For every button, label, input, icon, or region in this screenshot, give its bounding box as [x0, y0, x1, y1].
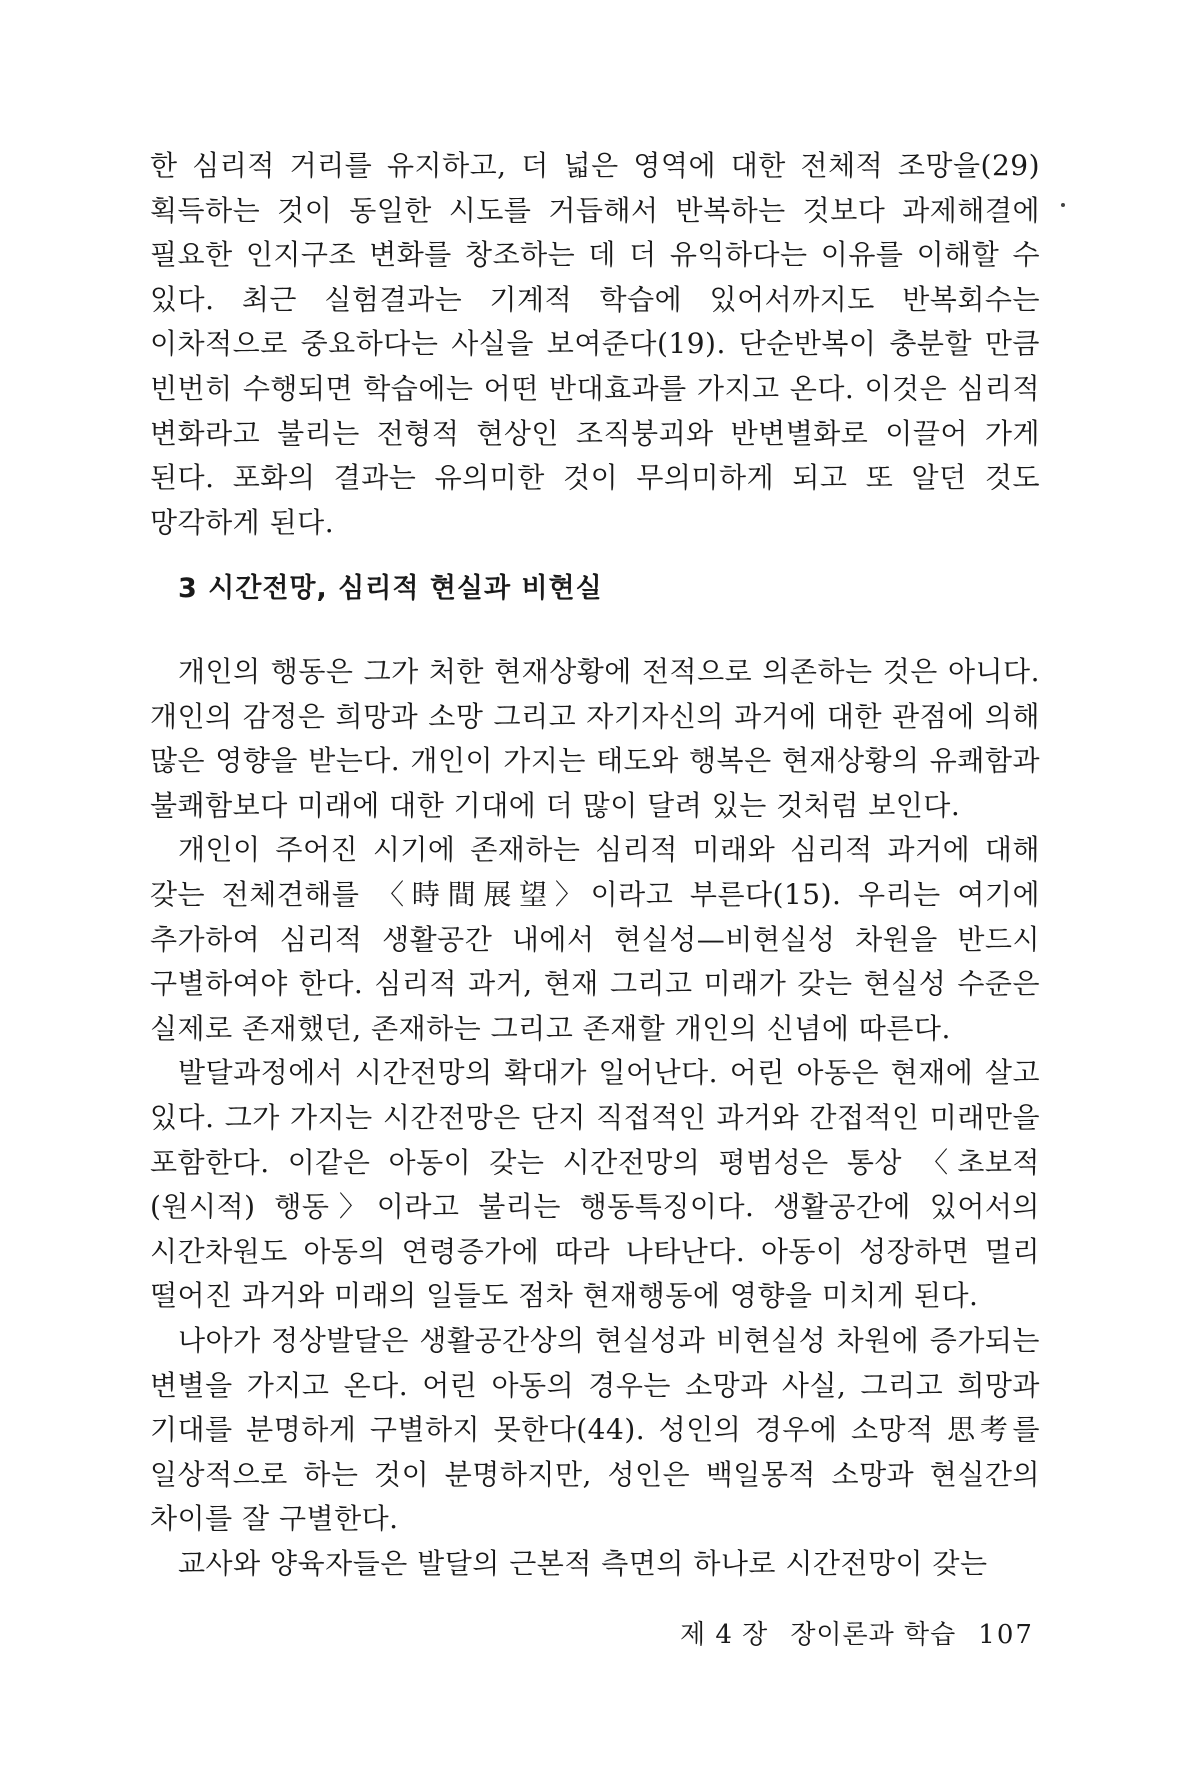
scan-speck [1061, 203, 1065, 207]
section-heading: 3 시간전망, 심리적 현실과 비현실 [178, 573, 603, 604]
footer-chapter: 제 4 장 [680, 1620, 769, 1650]
paragraph: 한 심리적 거리를 유지하고, 더 넓은 영역에 대한 전체적 조망을(29) 획득하는 것이 동일한 시도를 거듭해서 반복하는 것보다 과제해결에 필요한 인지구조 변화를 창조하는 데 더 유익하다는 이유를 이해할 수 있다. 최근 실험결과는 기계적 학습에 있어서까지도 반복회수는 이차적으로 중요하다는 사실을 보여준다(19). 단순반복이 충분할 만큼 빈번히 수행되면 학습에는 어떤 반대효과를 가지고 온다. 이것은 심리적 변화라고 불리는 전형적 현상인 조직붕괴와 반변별화로 이끌어 가게 된다. 포화의 결과는 유의미한 것이 무의미하게 되고 또 알던 것도 망각하게 된다. [150, 149, 1040, 539]
paragraph: 개인이 주어진 시기에 존재하는 심리적 미래와 심리적 과거에 대해 갖는 전체견해를 〈時間展望〉이라고 부른다(15). 우리는 여기에 추가하여 심리적 생활공간 내에서 현실성—비현실성 차원을 반드시 구별하여야 한다. 심리적 과거, 현재 그리고 미래가 갖는 현실성 수준은 실제로 존재했던, 존재하는 그리고 존재할 개인의 신념에 따른다. [150, 833, 1040, 1045]
paragraph: 나아가 정상발달은 생활공간상의 현실성과 비현실성 차원에 증가되는 변별을 가지고 온다. 어린 아동의 경우는 소망과 사실, 그리고 희망과 기대를 분명하게 구별하지 못한다(44). 성인의 경우에 소망적 思考를 일상적으로 하는 것이 분명하지만, 성인은 백일몽적 소망과 현실간의 차이를 잘 구별한다. [150, 1323, 1040, 1536]
paragraph: 개인의 행동은 그가 처한 현재상황에 전적으로 의존하는 것은 아니다. 개인의 감정은 희망과 소망 그리고 자기자신의 과거에 대한 관점에 의해 많은 영향을 받는다. 개인이 가지는 태도와 행복은 현재상황의 유쾌함과 불쾌함보다 미래에 대한 기대에 더 많이 달려 있는 것처럼 보인다. [150, 655, 1040, 822]
page-footer [680, 1614, 1034, 1651]
page-number: 107 [978, 1620, 1034, 1650]
text-block-main [150, 650, 1040, 1586]
paragraph: 발달과정에서 시간전망의 확대가 일어난다. 어린 아동은 현재에 살고 있다. 그가 가지는 시간전망은 단지 직접적인 과거와 간접적인 미래만을 포함한다. 이같은 아동이 갖는 시간전망의 평범성은 통상 〈초보적(원시적) 행동〉이라고 불리는 행동특징이다. 생활공간에 있어서의 시간차원도 아동의 연령증가에 따라 나타난다. 아동이 성장하면 멀리 떨어진 과거와 미래의 일들도 점차 현재행동에 영향을 미치게 된다. [150, 1056, 1040, 1313]
footer-title: 장이론과 학습 [790, 1620, 957, 1650]
text-block-top [150, 144, 1040, 545]
paragraph: 교사와 양육자들은 발달의 근본적 측면의 하나로 시간전망이 갖는 [178, 1546, 988, 1580]
